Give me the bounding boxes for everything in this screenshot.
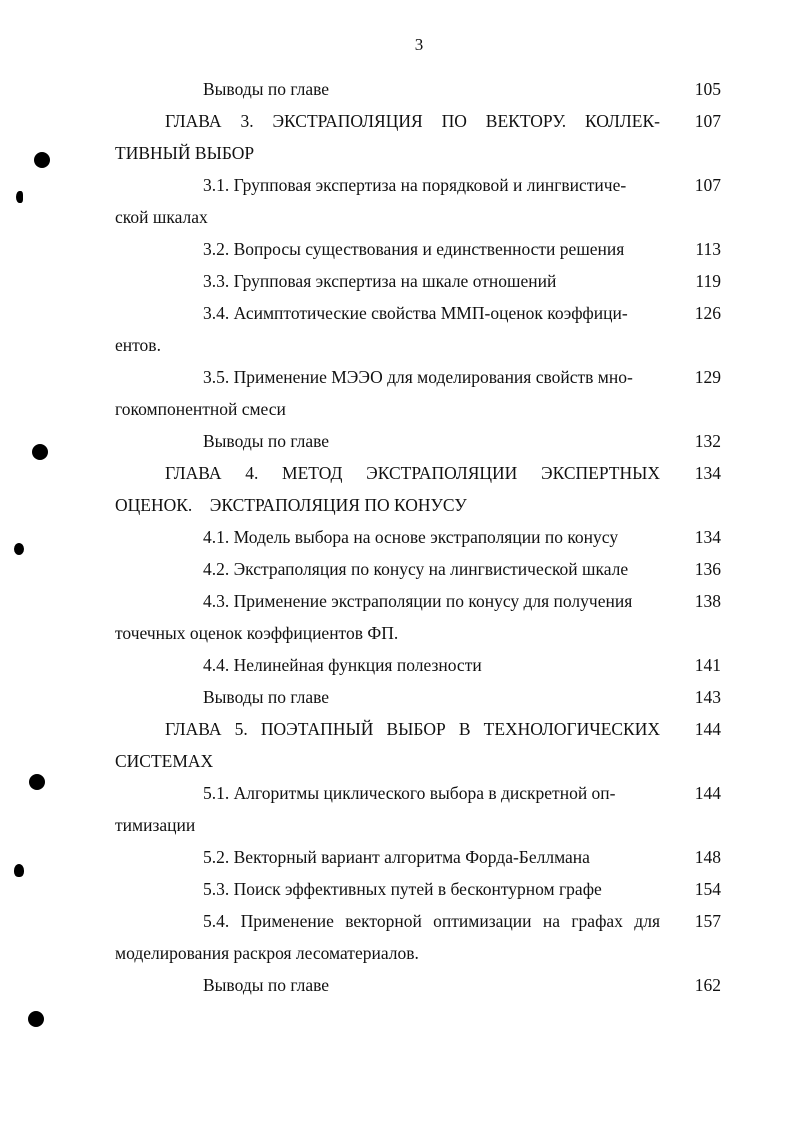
toc-entry-title-continued: ОЦЕНОК. ЭКСТРАПОЛЯЦИЯ ПО КОНУСУ	[115, 495, 467, 515]
toc-entry-page: 143	[694, 687, 721, 707]
toc-entry-title-continued: ентов.	[115, 335, 161, 355]
toc-entry-title: Выводы по главе	[203, 975, 330, 995]
toc-entry-title-continued: моделирования раскроя лесоматериалов.	[115, 943, 419, 963]
scan-speck-mark	[16, 191, 23, 203]
toc-entry-page: 154	[694, 879, 721, 899]
toc-entry-page: 136	[694, 559, 721, 579]
punch-hole-mark	[32, 444, 48, 460]
toc-entry-title: ГЛАВА 5. ПОЭТАПНЫЙ ВЫБОР В ТЕХНОЛОГИЧЕСКИХ	[165, 719, 660, 739]
toc-entry-page: 119	[695, 271, 721, 291]
scan-speck-mark	[14, 864, 24, 877]
punch-hole-mark	[34, 152, 50, 168]
toc-entry-title-continued: тимизации	[115, 815, 196, 835]
toc-entry-title: 3.3. Групповая экспертиза на шкале отношений	[203, 271, 557, 291]
toc-entry-title-continued: ской шкалах	[115, 207, 208, 227]
toc-entry-title-continued: гокомпонентной смеси	[115, 399, 286, 419]
toc-entry-title: Выводы по главе	[203, 431, 330, 451]
toc-entry-page: 138	[694, 591, 721, 611]
toc-entry-page: 148	[694, 847, 721, 867]
toc-entry-page: 105	[694, 79, 721, 99]
toc-entry-title: 4.1. Модель выбора на основе экстраполяции по конусу	[203, 527, 619, 547]
toc-entry-title: Выводы по главе	[203, 687, 330, 707]
toc-entry-title: 4.2. Экстраполяция по конусу на лингвистической шкале	[203, 559, 629, 579]
toc-entry-title: 4.4. Нелинейная функция полезности	[203, 655, 482, 675]
toc-entry-page: 144	[694, 719, 721, 739]
punch-hole-mark	[29, 774, 45, 790]
toc-entry-title-continued: СИСТЕМАХ	[115, 751, 214, 771]
toc-entry-page: 113	[695, 239, 721, 259]
toc-entry-page: 134	[694, 463, 721, 483]
toc-entry-page: 107	[694, 175, 721, 195]
toc-entry-page: 157	[694, 911, 721, 931]
toc-entry-title: 3.5. Применение МЭЭО для моделирования свойств мно-	[203, 367, 633, 387]
toc-entry-title: Выводы по главе	[203, 79, 330, 99]
toc-entry-page: 144	[694, 783, 721, 803]
toc-entry-title: 3.4. Асимптотические свойства ММП-оценок коэффици-	[203, 303, 628, 323]
toc-entry-page: 132	[694, 431, 721, 451]
toc-entry-title: ГЛАВА 4. МЕТОД ЭКСТРАПОЛЯЦИИ ЭКСПЕРТНЫХ	[165, 463, 660, 483]
toc-entry-page: 107	[694, 111, 721, 131]
toc-entry-page: 126	[694, 303, 721, 323]
page-number: 3	[414, 35, 424, 54]
toc-entry-title: 5.3. Поиск эффективных путей в бесконтурном графе	[203, 879, 602, 899]
punch-hole-mark	[28, 1011, 44, 1027]
toc-entry-page: 141	[694, 655, 721, 675]
toc-entry-title: 4.3. Применение экстраполяции по конусу для получения	[203, 591, 633, 611]
toc-entry-title: 5.2. Векторный вариант алгоритма Форда-Беллмана	[203, 847, 590, 867]
scan-speck-mark	[14, 543, 24, 555]
toc-entry-title: 3.2. Вопросы существования и единственности решения	[203, 239, 625, 259]
toc-entry-page: 162	[694, 975, 721, 995]
toc-entry-title: 5.1. Алгоритмы циклического выбора в дискретной оп-	[203, 783, 616, 803]
toc-entry-page: 134	[694, 527, 721, 547]
toc-entry-title-continued: точечных оценок коэффициентов ФП.	[115, 623, 399, 643]
toc-entry-title: ГЛАВА 3. ЭКСТРАПОЛЯЦИЯ ПО ВЕКТОРУ. КОЛЛЕК-	[165, 111, 660, 131]
toc-entry-title-continued: ТИВНЫЙ ВЫБОР	[115, 143, 255, 163]
toc-entry-title: 5.4. Применение векторной оптимизации на графах для	[203, 911, 660, 931]
toc-entry-title: 3.1. Групповая экспертиза на порядковой и лингвистиче-	[203, 175, 627, 195]
toc-entry-page: 129	[694, 367, 721, 387]
